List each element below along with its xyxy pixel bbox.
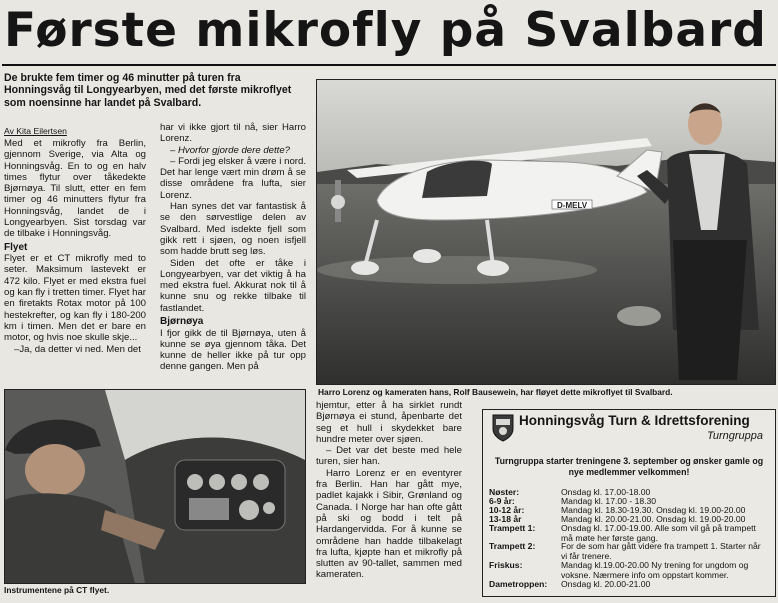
paragraph-svalbard: Han synes det var fantastisk å se den sørvestlige delen av Svalbard. Med isdekte fjell som gikk rett i sjøen, og noen isfjell som hadde brutt seg løs. <box>160 201 306 258</box>
paragraph-hole-in-clouds: hjemtur, etter å ha sirklet rundt Bjørnøya ei stund, åpenbarte det seg et hull i skydekket bare hundre meter over sjøen. <box>316 400 462 445</box>
photo-cockpit <box>4 389 306 584</box>
club-announcement: Turngruppa starter treningene 3. september og ønsker gamle og nye medlemmer velkommen! <box>494 456 764 477</box>
paragraph-continued: har vi ikke gjort til nå, sier Harro Lorenz. <box>160 122 306 145</box>
club-group: Turngruppa <box>706 430 763 442</box>
caption-main-photo: Harro Lorenz og kameraten hans, Rolf Bausewein, har fløyet dette mikroflyet til Svalbard. <box>318 387 673 397</box>
paragraph-quote: –Ja, da detter vi ned. Men det <box>14 343 141 355</box>
article-column-3 <box>316 400 462 581</box>
caption-cockpit-photo: Instrumentene på CT flyet. <box>4 585 110 595</box>
paragraph-fuel: Siden det ofte er tåke i Longyearbyen, var det viktig å ha med ekstra fuel. Akkurat nok til å kunne snu og rekke tilbake til fastlandet. <box>160 257 306 314</box>
paragraph-dream: – Fordi jeg elsker å være i nord. Det har lenge vært min drøm å se disse områdene fra lufta, sier Lorenz. <box>160 155 306 201</box>
headline: Første mikrofly på Svalbard <box>4 3 767 58</box>
byline: Av Kita Eilertsen <box>4 126 67 136</box>
article-column-1 <box>4 138 146 355</box>
paragraph-bjornoya: I fjor gikk de til Bjørnøya, uten å kunne se øya gjennom tåka. Det kunne de heller ikke på tur opp denne gangen. Men på <box>160 327 306 373</box>
paragraph-adventurer: Harro Lorenz er en eventyrer fra Berlin. Han har gått mye, padlet kajakk i Sibir, Grønland og Canada. I Norge har han ofte gått på ski og bodd i telt på Hardangervidda. For å kunne se områdene han hadde tilbakelagt fra lufta, kjøpte han et mikrofly på slutten av 90-tallet, sammen med kameraten. <box>316 467 462 581</box>
club-name: Honningsvåg Turn & Idrettsforening <box>519 413 750 428</box>
paragraph-flyet: Flyet er et CT mikrofly med to seter. Maksimum lastevekt er 472 kilo. Flyet er med ekstra fuel og kan fly i tretten timer. Flyet har en firetakts Rotax motor på 100 hestekrefter, og kan fly i 180-200 km i timen. Men det er bare en motor, og hvis noe skulle skje... <box>4 253 146 344</box>
paragraph-intro: Med et mikrofly fra Berlin, gjennom Sverige, via Alta og Honningsvåg. En to og en halv times flytur over tåkedekte Bjørnøya. Til slutt, etter en fem timer og 46 minutters flytur fra Honningsvåg, landet de i Longyearbyen. Sist torsdag var de tilbake i Honningsvåg. <box>4 138 146 240</box>
plane-registration: D-MELV <box>557 201 588 210</box>
photo-microlight <box>316 79 776 385</box>
club-advertisement: Honningsvåg Turn & Idrettsforening Turngruppa Turngruppa starter treningene 3. september og ønsker gamle og nye medlemmer velkommen! Nøster: Onsdag kl. 17.00-18.00 6-9 år: Mandag kl. 17.00 - 18.30 10-12 år: Mandag kl. 18.30-19.30. Onsdag kl. 19.00-20.00 13-18 år Mandag kl. 20.00-21.00. Onsdag kl. 19.00-20.00 Trampett 1: Onsdag kl. 17.00-19.00. Alle som vil gå på trampett må møte her første gang. Trampett 2: For de som har gått videre fra trampett 1. Starter når vi får trenere. Friskus: Mandag kl.19.00-20.00 Ny trening for ungdom og voksne. Nærmere info om oppstart kommer. Dametroppen: Onsdag kl. 20.00-21.00 <box>482 409 776 597</box>
paragraph-question: – Hvorfor gjorde dere dette? <box>170 144 290 156</box>
cockpit-photo-illustration <box>5 390 305 583</box>
subheading-flyet: Flyet <box>4 241 28 253</box>
headline-rule <box>2 64 776 66</box>
club-crest-icon <box>491 413 515 443</box>
microlight-photo-illustration <box>317 80 775 384</box>
article-column-2 <box>160 122 306 373</box>
paragraph-best-part: – Det var det beste med hele turen, sier han. <box>316 445 462 468</box>
subheading-bjornoya: Bjørnøya <box>160 316 204 328</box>
lead-paragraph: De brukte fem timer og 46 minutter på turen fra Honningsvåg til Longyearbyen, med det første mikroflyet som noensinne har landet på Svalbard. <box>4 72 292 109</box>
